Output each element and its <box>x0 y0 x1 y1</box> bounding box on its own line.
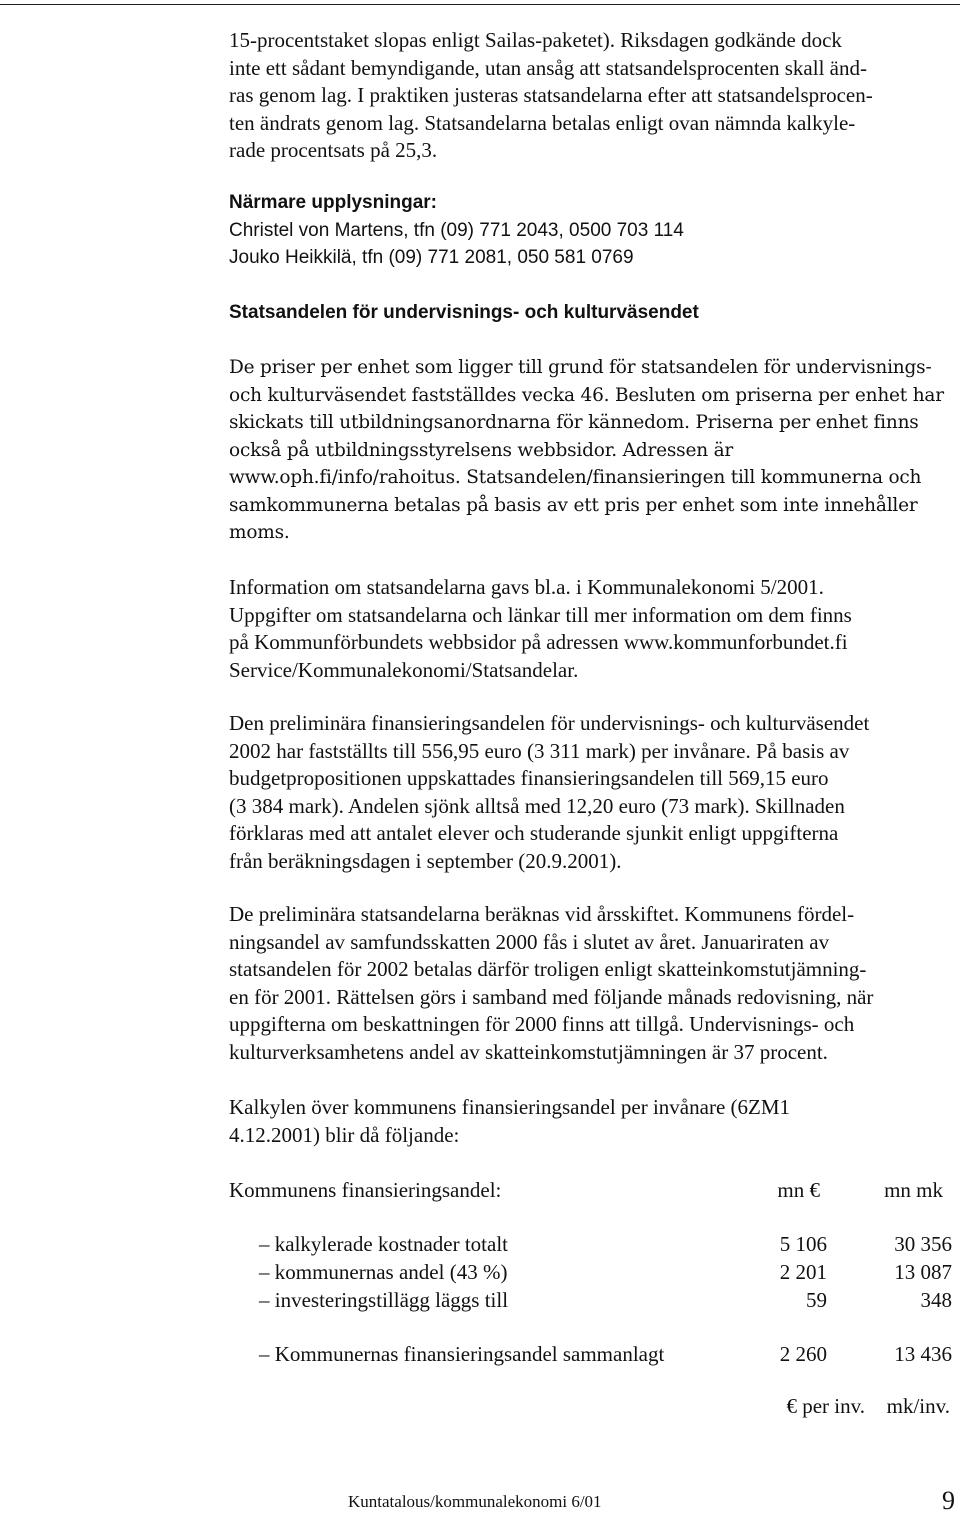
table-row-label: – investeringstillägg läggs till <box>259 1288 509 1312</box>
information-paragraph <box>229 574 955 684</box>
contacts-heading: Närmare upplysningar: <box>229 192 437 213</box>
intro-paragraph <box>229 27 955 165</box>
text-line: Information om statsandelarna gavs bl.a. i Kommunalekonomi 5/2001. <box>229 575 824 599</box>
section-heading-block <box>229 299 955 327</box>
text-line: en för 2001. Rättelsen görs i samband med följande månads redovisning, när <box>229 984 874 1009</box>
text-line: rade procentsats på 25,3. <box>229 138 438 162</box>
text-line: inte ett sådant bemyndigande, utan ansåg att statsandelsprocenten skall änd- <box>229 55 867 80</box>
contact-line: Jouko Heikkilä, tfn (09) 771 2081, 050 581 0769 <box>229 247 634 268</box>
contacts-block <box>229 189 955 272</box>
text-line: 15-procentstaket slopas enligt Sailas-paketet). Riksdagen godkände dock <box>229 28 842 52</box>
table-header-label: Kommunens finansieringsandel: <box>229 1178 502 1202</box>
preliminary-paragraph <box>229 901 955 1066</box>
table-total-label: – Kommunernas finansieringsandel sammanlagt <box>259 1342 665 1366</box>
table-row <box>229 1230 955 1258</box>
text-line: skickats till utbildningsanordnarna för kännedom. Priserna per enhet finns <box>229 412 919 433</box>
financing-share-paragraph <box>229 710 955 875</box>
table-row-col2: 30 356 <box>894 1232 952 1256</box>
page-number: 9 <box>942 1486 955 1515</box>
table-units-row <box>229 1392 955 1420</box>
text-line: 2002 har fastställts till 556,95 euro (3 311 mark) per invånare. På basis av <box>229 738 850 763</box>
text-line: ten ändrats genom lag. Statsandelarna betalas enligt ovan nämnda kalkyle- <box>229 110 856 135</box>
text-line: ningsandel av samfundsskatten 2000 fås i slutet av året. Januariraten av <box>229 929 830 954</box>
section-heading: Statsandelen för undervisnings- och kulturväsendet <box>229 302 699 323</box>
contact-line: Christel von Martens, tfn (09) 771 2043, 0500 703 114 <box>229 219 684 241</box>
text-line: också på utbildningsstyrelsens webbsidor. Adressen är <box>229 439 734 461</box>
text-line: från beräkningsdagen i september (20.9.2001). <box>229 848 622 873</box>
text-line: www.oph.fi/info/rahoitus. Statsandelen/finansieringen till kommunerna och <box>229 467 922 488</box>
text-line: Uppgifter om statsandelarna och länkar till mer information om dem finns <box>229 602 852 627</box>
text-line: förklaras med att antalet elever och studerande sjunkit enligt uppgifterna <box>229 821 839 845</box>
table-total-col1: 2 260 <box>779 1342 827 1366</box>
footer-publication: Kuntatalous/kommunalekonomi 6/01 <box>348 1492 602 1511</box>
text-line: uppgifterna om beskattningen för 2000 finns att tillgå. Undervisnings- och <box>229 1012 855 1036</box>
table-row-col2: 348 <box>920 1288 952 1312</box>
table-row-label: – kommunernas andel (43 %) <box>259 1260 508 1284</box>
table-row-col1: 59 <box>806 1288 827 1312</box>
table-row-col1: 2 201 <box>779 1260 827 1284</box>
unit-col1: € per inv. <box>786 1394 865 1418</box>
text-line: De priser per enhet som ligger till grund för statsandelen för undervisnings- <box>229 357 932 378</box>
text-line: ras genom lag. I praktiken justeras statsandelarna efter att statsandelsprocen- <box>229 83 873 107</box>
table-header-col1: mn € <box>777 1178 820 1202</box>
text-line: samkommunerna betalas på basis av ett pris per enhet som inte innehåller <box>229 494 918 516</box>
text-line: budgetpropositionen uppskattades finansieringsandelen till 569,15 euro <box>229 766 829 790</box>
calculation-intro <box>229 1094 955 1149</box>
table-header <box>229 1176 955 1204</box>
text-line: moms. <box>229 522 290 543</box>
table-total-col2: 13 436 <box>894 1342 952 1366</box>
table-row-col1: 5 106 <box>779 1232 827 1256</box>
table-row-col2: 13 087 <box>894 1260 952 1284</box>
text-line: Kalkylen över kommunens finansieringsandel per invånare (6ZM1 <box>229 1095 791 1119</box>
unit-price-paragraph <box>229 354 955 547</box>
text-line: och kulturväsendet fastställdes vecka 46. Besluten om priserna per enhet har <box>229 384 944 406</box>
text-line: Den preliminära finansieringsandelen för undervisnings- och kulturväsendet <box>229 711 870 735</box>
text-line: på Kommunförbundets webbsidor på adressen www.kommunforbundet.fi <box>229 630 848 654</box>
text-line: De preliminära statsandelarna beräknas vid årsskiftet. Kommunens fördel- <box>229 902 855 926</box>
text-line: kulturverksamhetens andel av skatteinkomstutjämningen är 37 procent. <box>229 1039 828 1064</box>
table-total-row <box>229 1340 955 1368</box>
header-rule <box>0 4 960 5</box>
text-line: statsandelen för 2002 betalas därför troligen enligt skatteinkomstutjämning- <box>229 957 867 981</box>
table-row <box>229 1286 955 1314</box>
text-line: (3 384 mark). Andelen sjönk alltså med 12,20 euro (73 mark). Skillnaden <box>229 793 845 818</box>
text-line: Service/Kommunalekonomi/Statsandelar. <box>229 657 579 682</box>
table-row <box>229 1258 955 1286</box>
unit-col2: mk/inv. <box>886 1394 950 1418</box>
table-row-label: – kalkylerade kostnader totalt <box>259 1232 508 1256</box>
text-line: 4.12.2001) blir då följande: <box>229 1122 460 1147</box>
table-header-col2: mn mk <box>884 1178 943 1202</box>
